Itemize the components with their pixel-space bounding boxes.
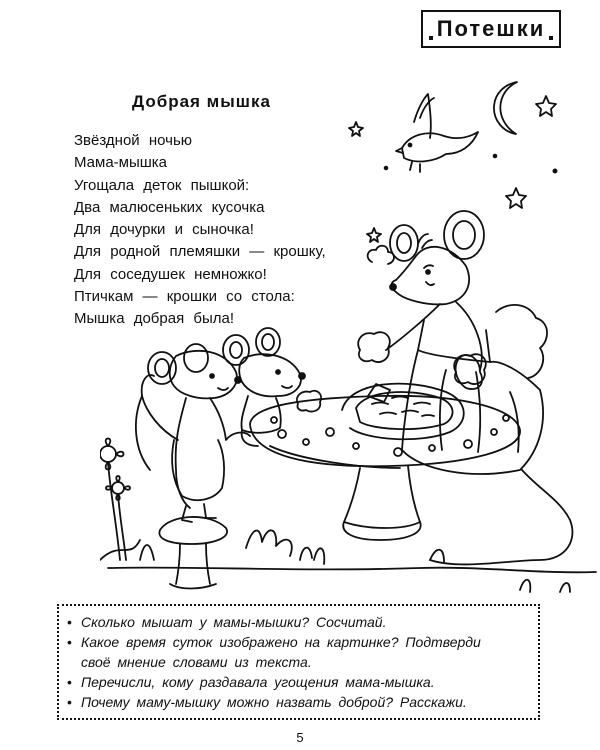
poem-line: Для родной племяшки — крошку, (74, 243, 326, 261)
baby-mouse (136, 344, 250, 522)
question-item (67, 632, 530, 672)
question-item (67, 692, 530, 712)
poem-line: Два малюсеньких кусочка (74, 198, 265, 216)
poem-line: Птичкам — крошки со стола: (74, 288, 295, 306)
question-item (67, 672, 530, 692)
poem-line: Для дочурки и сыночка! (74, 221, 254, 239)
question-item (67, 612, 530, 632)
poem-line: Для соседушек немножко! (74, 265, 267, 283)
star-icon (385, 167, 388, 170)
poem-line: Мама-мышка (74, 154, 168, 172)
star-icon (553, 169, 556, 172)
question-text: Перечисли, кому раздавала угощения мама-мышка. (81, 674, 435, 690)
mushroom-stool (159, 517, 227, 589)
baby-mouse (223, 328, 305, 446)
questions-box (57, 604, 540, 720)
question-text: Сколько мышат у мамы-мышки? Сосчитай. (81, 614, 387, 630)
bird-icon (396, 94, 478, 172)
star-icon (536, 96, 556, 116)
section-title: Потешки (436, 16, 546, 41)
grass (246, 530, 292, 556)
illustration (100, 68, 600, 598)
grass (100, 540, 154, 560)
poem-title: Добрая мышка (132, 92, 271, 111)
question-text: Какое время суток изображено на картинке? Подтверди (81, 634, 481, 650)
poem-line: Угощала деток пышкой: (74, 176, 250, 194)
page-number: 5 (296, 730, 304, 745)
grass (300, 548, 324, 564)
questions-list (67, 612, 530, 712)
question-text-continued: своё мнение словами из текста. (81, 654, 312, 670)
star-icon (349, 122, 363, 136)
ground-line (108, 568, 596, 573)
star-icon (506, 188, 526, 208)
bush (496, 305, 547, 378)
pie (297, 384, 464, 440)
star-icon (494, 155, 497, 158)
section-tab (421, 10, 561, 48)
poem-line: Звёздной ночью (74, 132, 193, 149)
star-icon (367, 228, 381, 242)
poem-line: Мышка добрая была! (74, 310, 235, 328)
moon-icon (494, 82, 517, 134)
question-text: Почему маму-мышку можно назвать доброй? Расскажи. (81, 694, 467, 710)
